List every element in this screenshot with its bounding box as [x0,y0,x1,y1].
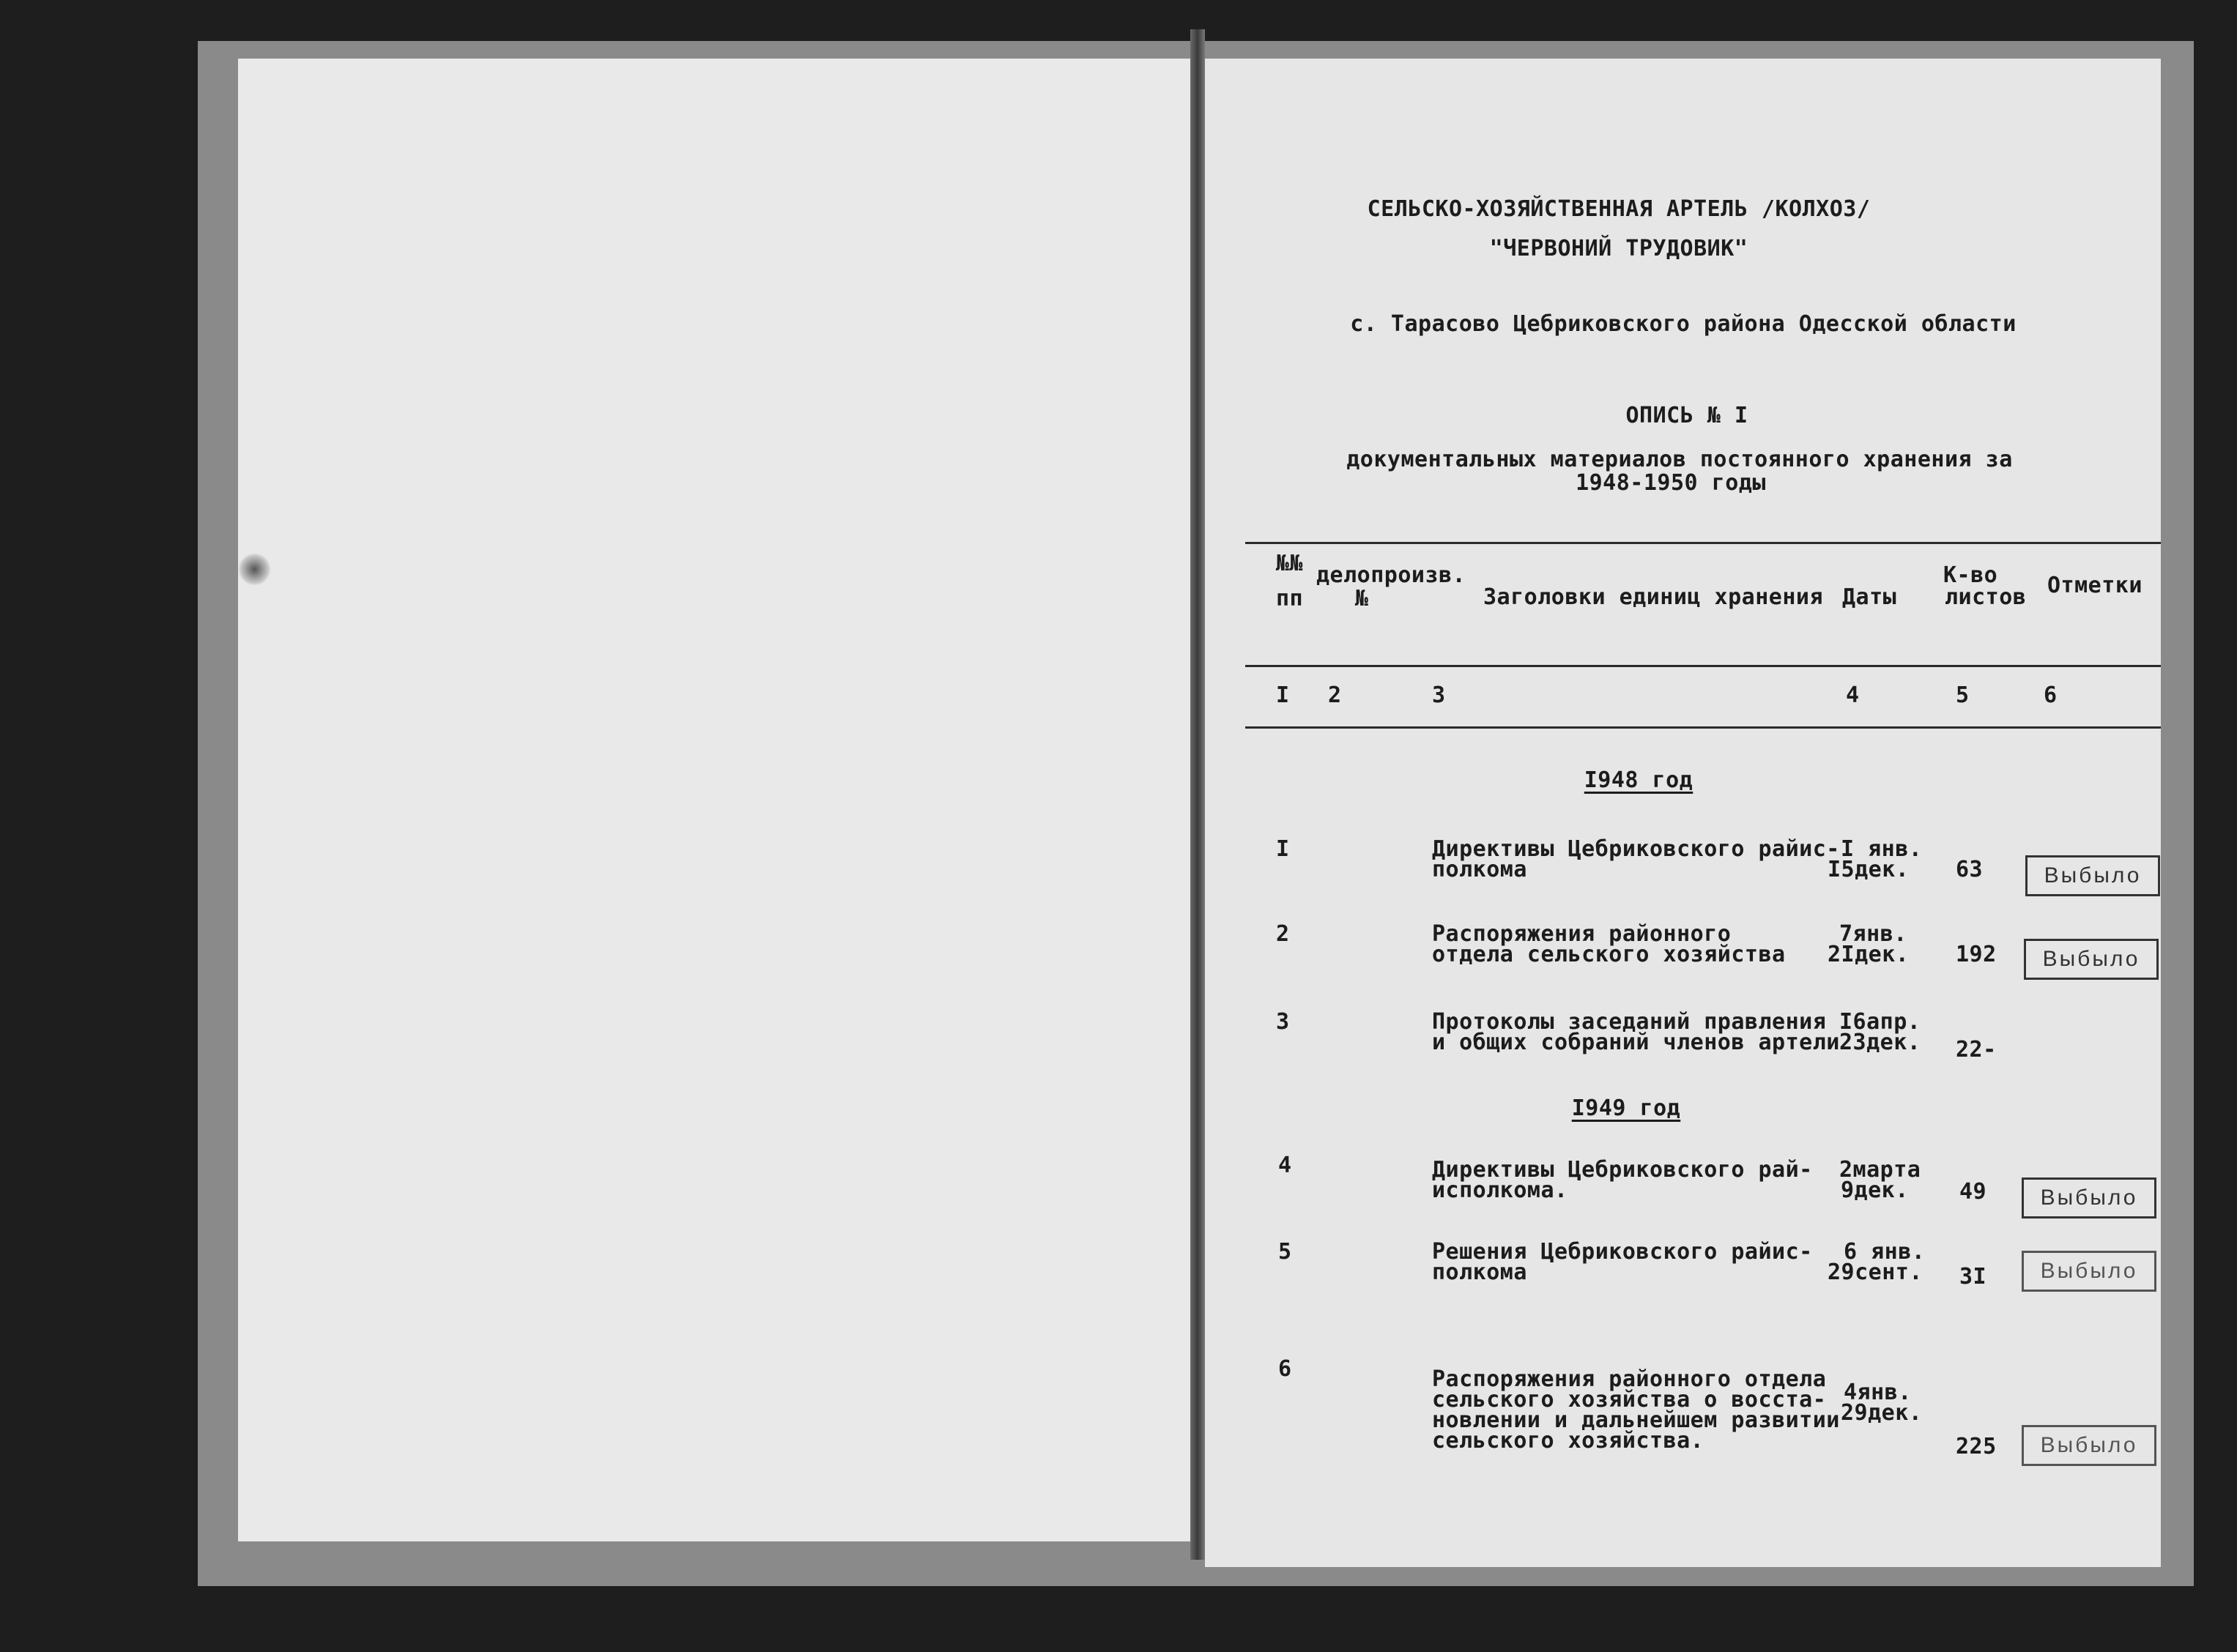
disposed-stamp: Выбыло [2022,1425,2156,1466]
col-number: 4 [1846,682,1860,708]
row-date-from: I янв. [1841,836,1923,862]
row-date-from: I6апр. [1839,1009,1921,1035]
row-number: 5 [1278,1239,1292,1265]
row-number: 6 [1278,1356,1292,1382]
col-header-sheets-2: листов [1945,584,2027,610]
row-sheets: 49 [1959,1179,1987,1205]
disposed-stamp: Выбыло [2025,855,2160,896]
row-title: Директивы Цебриковского рай- [1432,1157,1813,1183]
row-title: полкома [1432,1260,1527,1285]
book-spine [1190,29,1205,1560]
inventory-years: 1948-1950 годы [1576,470,1766,496]
col-header-title: Заголовки единиц хранения [1483,584,1824,610]
year-heading-1949: I949 год [1571,1095,1681,1121]
row-title: исполкома. [1432,1177,1568,1203]
row-date-to: 29дек. [1841,1400,1923,1426]
inventory-subtitle: документальных материалов постоянного хранения за [1346,447,2013,472]
row-title: сельского хозяйства о восста- [1432,1387,1827,1413]
row-number: 3 [1276,1009,1290,1035]
col-header-case: делопроизв. [1316,562,1466,588]
col-number: 2 [1328,682,1342,708]
location-line: с. Тарасово Цебриковского района Одесской области [1350,311,2017,337]
disposed-stamp: Выбыло [2022,1251,2156,1292]
table-header-rule [1245,665,2161,667]
row-title: Директивы Цебриковского райис- [1432,836,1840,862]
col-header-sheets: К-во [1943,562,1998,588]
row-title: сельского хозяйства. [1432,1428,1704,1454]
ink-smudge [238,553,271,586]
year-heading-1948: I948 год [1584,767,1693,793]
row-date-to: 29сент. [1828,1260,1923,1285]
col-header-notes: Отметки [2047,573,2143,598]
row-number: 4 [1278,1153,1292,1178]
row-title: отдела сельского хозяйства [1432,942,1786,967]
right-page [1205,59,2161,1567]
row-title: Распоряжения районного отдела [1432,1366,1827,1392]
row-title: Протоколы заседаний правления [1432,1009,1827,1035]
row-title: и общих собраний членов артели [1432,1030,1840,1055]
col-number: 6 [2044,682,2058,708]
row-date-to: 23дек. [1839,1030,1921,1055]
row-number: I [1276,836,1290,862]
row-sheets: 225 [1956,1434,1997,1459]
col-header-num-2: пп [1276,586,1304,611]
disposed-stamp: Выбыло [2024,939,2159,980]
col-header-case-2: № [1355,586,1369,611]
row-sheets: 63 [1956,857,1984,882]
row-date-from: 4янв. [1844,1380,1912,1405]
row-title: новлении и дальнейшем развитии [1432,1407,1840,1433]
col-number: 3 [1432,682,1446,708]
inventory-title: ОПИСЬ № I [1625,403,1748,428]
table-top-rule [1245,542,2161,544]
row-title: Распоряжения районного [1432,921,1732,947]
row-date-to: 2Iдек. [1828,942,1910,967]
row-title: полкома [1432,857,1527,882]
row-date-from: 6 янв. [1844,1239,1926,1265]
col-header-num: №№ [1276,551,1304,576]
row-sheets: 192 [1956,942,1997,967]
organization-subname: "ЧЕРВОНИЙ ТРУДОВИК" [1489,236,1748,261]
row-sheets: 22- [1956,1037,1997,1063]
organization-name: СЕЛЬСКО-ХОЗЯЙСТВЕННАЯ АРТЕЛЬ /КОЛХОЗ/ [1367,196,1871,222]
row-date-from: 2марта [1839,1157,1921,1183]
col-number: 5 [1956,682,1970,708]
row-title: Решения Цебриковского райис- [1432,1239,1813,1265]
row-sheets: 3I [1959,1264,1987,1290]
left-page-blank [238,59,1190,1541]
row-date-from: 7янв. [1839,921,1907,947]
row-date-to: I5дек. [1828,857,1910,882]
table-numbering-rule [1245,726,2161,729]
row-date-to: 9дек. [1841,1177,1909,1203]
col-number: I [1276,682,1290,708]
disposed-stamp: Выбыло [2022,1177,2156,1218]
row-number: 2 [1276,921,1290,947]
col-header-dates: Даты [1842,584,1897,610]
